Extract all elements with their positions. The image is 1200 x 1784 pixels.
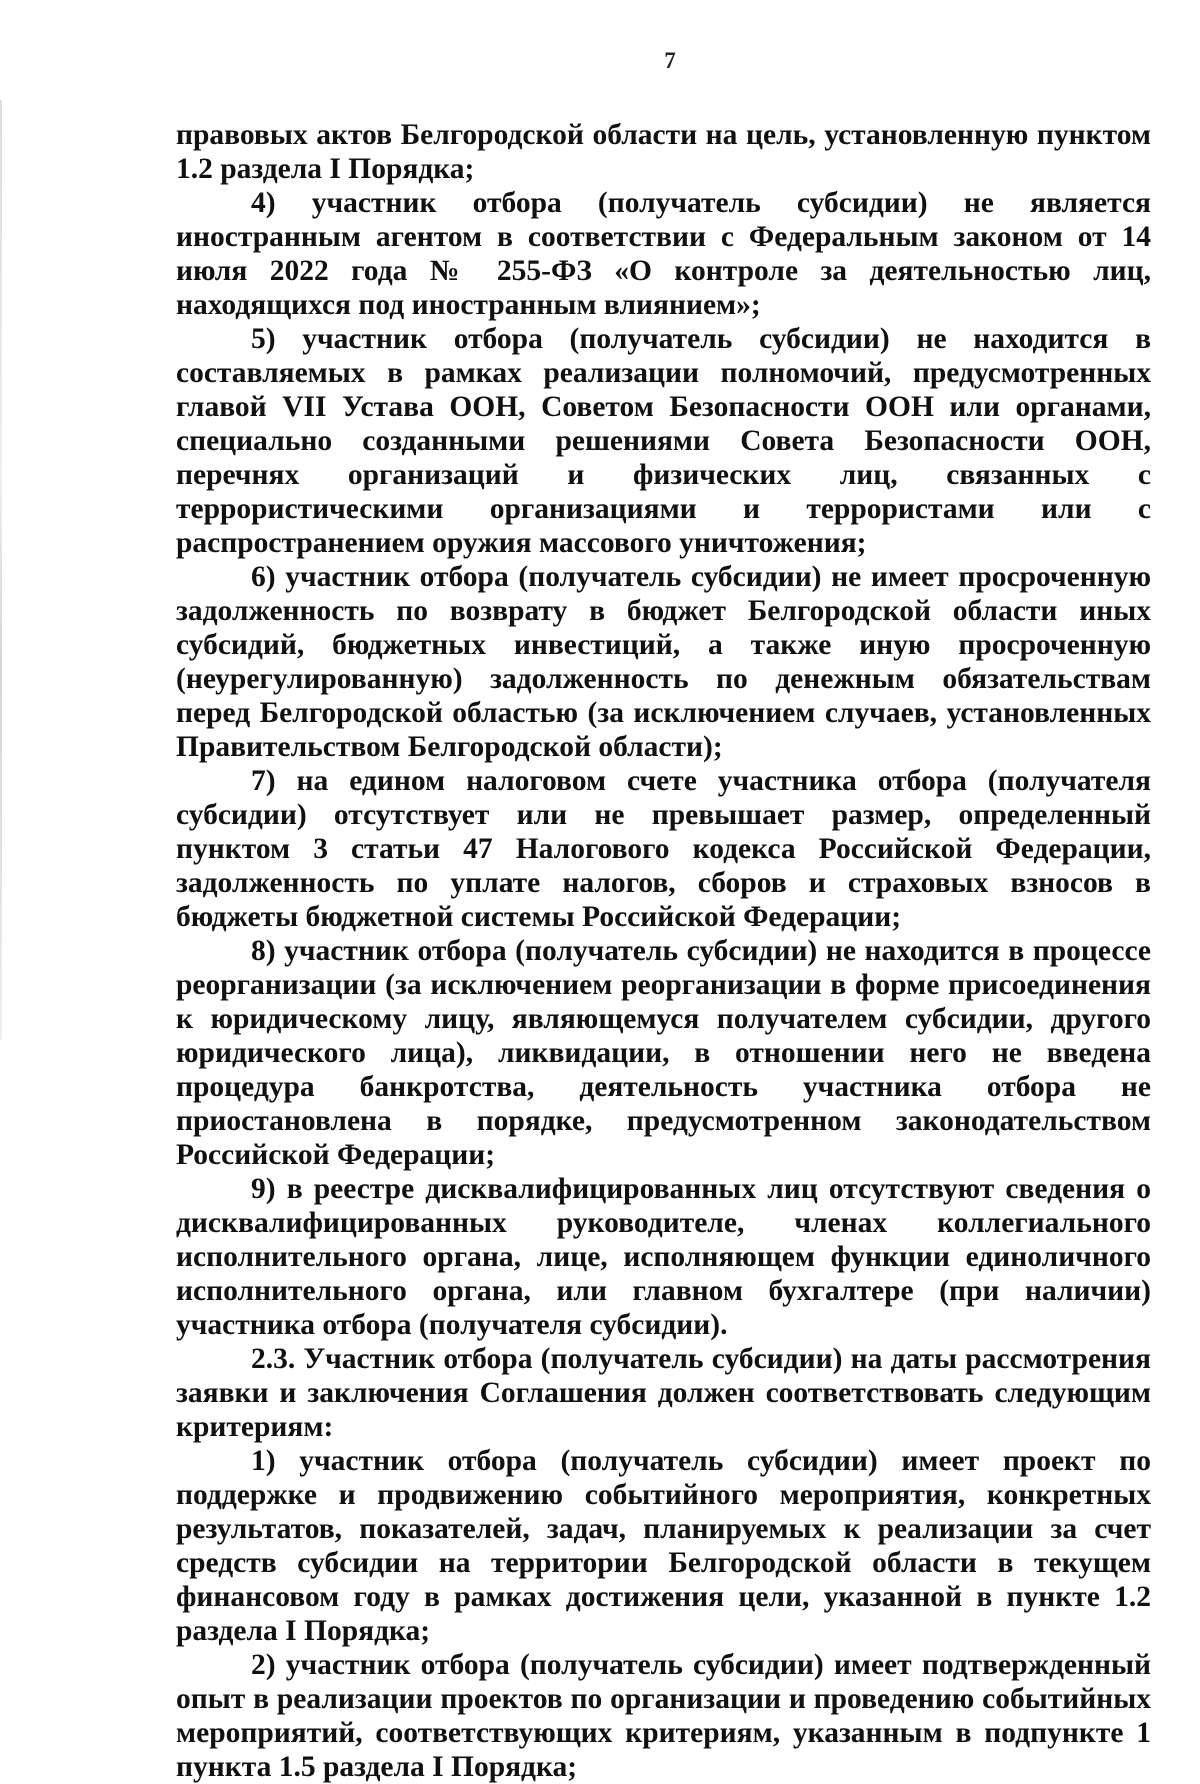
paragraph-item-8: 8) участник отбора (получатель субсидии) не находится в процессе реорганизации (за исключением реорганизации в форме присоединения к юридическому лицу, являющемуся получателем субсидии, другого юридического лица), ликвидации, в отношении него не введена процедура банкротства, деятельность участника отбора не приостановлена в порядке, предусмотренном законодательством Российской Федерации; (176, 935, 1151, 1171)
scan-edge-mark (0, 100, 2, 1040)
paragraph-item-4: 4) участник отбора (получатель субсидии) не является иностранным агентом в соответствии с Федеральным законом от 14 июля 2022 года № 255-ФЗ «О контроле за деятельностью лиц, находящихся под иностранным влиянием»; (176, 187, 1151, 321)
paragraph-continuation: правовых актов Белгородской области на цель, установленную пунктом 1.2 раздела I Порядка; (176, 119, 1151, 185)
paragraph-item-7: 7) на едином налоговом счете участника отбора (получателя субсидии) отсутствует или не превышает размер, определенный пунктом 3 статьи 47 Налогового кодекса Российской Федерации, задолженность по уплате налогов, сборов и страховых взносов в бюджеты бюджетной системы Российской Федерации; (176, 765, 1151, 933)
paragraph-section-2-3: 2.3. Участник отбора (получатель субсидии) на даты рассмотрения заявки и заключения Соглашения должен соответствовать следующим критериям: (176, 1343, 1151, 1443)
paragraph-criterion-2: 2) участник отбора (получатель субсидии) имеет подтвержденный опыт в реализации проектов по организации и проведению событийных мероприятий, соответствующих критериям, указанным в подпункте 1 пункта 1.5 раздела I Порядка; (176, 1649, 1151, 1783)
paragraph-item-6: 6) участник отбора (получатель субсидии) не имеет просроченную задолженность по возврату в бюджет Белгородской области иных субсидий, бюджетных инвестиций, а также иную просроченную (неурегулированную) задолженность по денежным обязательствам перед Белгородской областью (за исключением случаев, установленных Правительством Белгородской области); (176, 561, 1151, 763)
paragraph-criterion-1: 1) участник отбора (получатель субсидии) имеет проект по поддержке и продвижению событийного мероприятия, конкретных результатов, показателей, задач, планируемых к реализации за счет средств субсидии на территории Белгородской области в текущем финансовом году в рамках достижения цели, указанной в пункте 1.2 раздела I Порядка; (176, 1445, 1151, 1647)
paragraph-item-5: 5) участник отбора (получатель субсидии) не находится в составляемых в рамках реализации полномочий, предусмотренных главой VII Устава ООН, Советом Безопасности ООН или органами, специально созданными решениями Совета Безопасности ООН, перечнях организаций и физических лиц, связанных с террористическими организациями и террористами или с распространением оружия массового уничтожения; (176, 323, 1151, 559)
document-body (176, 118, 1151, 1784)
page-number: 7 (664, 48, 676, 73)
paragraph-item-9: 9) в реестре дисквалифицированных лиц отсутствуют сведения о дисквалифицированных руководителе, членах коллегиального исполнительного органа, лице, исполняющем функции единоличного исполнительного органа, или главном бухгалтере (при наличии) участника отбора (получателя субсидии). (176, 1173, 1151, 1341)
